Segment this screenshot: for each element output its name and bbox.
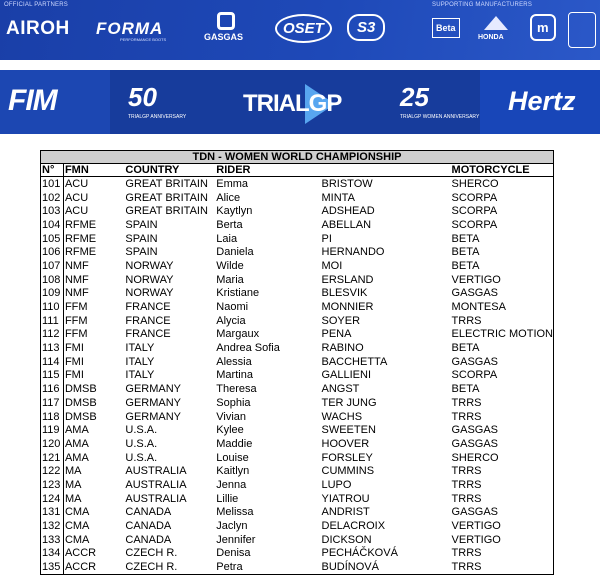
cell-first-name: Maddie — [216, 437, 253, 450]
cell-last-name: LUPO — [321, 478, 352, 491]
cell-first-name: Alessia — [216, 355, 252, 368]
cell-country: AUSTRALIA — [125, 478, 187, 491]
cell-last-name: BRISTOW — [321, 177, 373, 190]
cell-last-name: TER JUNG — [321, 396, 377, 409]
cell-last-name: HOOVER — [321, 437, 370, 450]
cell-country: U.S.A. — [125, 451, 158, 464]
cell-last-name: RABINO — [321, 342, 364, 355]
cell-country: GERMANY — [125, 383, 182, 396]
cell-number: 123 — [41, 478, 64, 492]
cell-first-name: Sophia — [216, 396, 251, 409]
table-row — [41, 355, 554, 369]
cell-fmn: ACU — [64, 191, 89, 204]
cell-number: 122 — [41, 464, 64, 478]
cell-first-name: Margaux — [216, 328, 260, 341]
cell-first-name: Kylee — [216, 424, 244, 437]
cell-fmn: MA — [64, 465, 82, 478]
cell-country: CZECH R. — [125, 561, 178, 574]
cell-number: 104 — [41, 218, 64, 232]
table-row — [41, 464, 554, 478]
table-row — [41, 506, 554, 520]
cell-number: 117 — [41, 396, 64, 410]
cell-country: GERMANY — [125, 396, 182, 409]
cell-motorcycle: SCORPA — [451, 205, 498, 218]
cell-fmn: DMSB — [64, 383, 97, 396]
cell-last-name: ANGST — [321, 383, 360, 396]
cell-country: ITALY — [125, 342, 155, 355]
cell-country: SPAIN — [125, 218, 158, 231]
airoh-logo: AIROH — [6, 18, 70, 39]
header-surname — [321, 164, 451, 177]
cell-country: CANADA — [125, 520, 172, 533]
cell-last-name: MINTA — [321, 191, 355, 204]
table-row — [41, 245, 554, 259]
header-number: N° — [41, 164, 64, 177]
table-row — [41, 300, 554, 314]
cell-fmn: FFM — [64, 328, 88, 341]
cell-motorcycle: VERTIGO — [451, 533, 501, 546]
cell-country: FRANCE — [125, 314, 171, 327]
header-rider: RIDER — [215, 164, 320, 177]
cell-motorcycle: ELECTRIC MOTION — [451, 328, 553, 341]
beta-logo: Beta — [432, 18, 460, 38]
cell-number: 134 — [41, 547, 64, 561]
cell-number: 106 — [41, 245, 64, 259]
sponsor-bar — [0, 0, 600, 60]
cell-country: GREAT BRITAIN — [125, 191, 208, 204]
cell-number: 115 — [41, 369, 64, 383]
cell-fmn: RFME — [64, 218, 97, 231]
cell-first-name: Theresa — [216, 383, 257, 396]
cell-first-name: Jennifer — [216, 533, 256, 546]
cell-country: NORWAY — [125, 273, 174, 286]
cell-number: 132 — [41, 519, 64, 533]
cell-last-name: YIATROU — [321, 492, 370, 505]
cell-last-name: FORSLEY — [321, 451, 373, 464]
table-row — [41, 492, 554, 506]
cell-country: GERMANY — [125, 410, 182, 423]
header-motorcycle: MOTORCYCLE — [451, 164, 554, 177]
cell-first-name: Emma — [216, 177, 249, 190]
cell-motorcycle: TRRS — [451, 314, 482, 327]
cell-number: 109 — [41, 287, 64, 301]
cell-fmn: NMF — [64, 273, 89, 286]
table-row — [41, 314, 554, 328]
table-row — [41, 519, 554, 533]
honda-wing-icon — [484, 16, 508, 30]
cell-last-name: ADSHEAD — [321, 205, 375, 218]
cell-country: CZECH R. — [125, 547, 178, 560]
table-row — [41, 328, 554, 342]
table-row — [41, 423, 554, 437]
cell-last-name: GALLIENI — [321, 369, 372, 382]
cell-country: NORWAY — [125, 287, 174, 300]
cell-first-name: Melissa — [216, 506, 254, 519]
cell-last-name: DICKSON — [321, 533, 372, 546]
table-row — [41, 382, 554, 396]
cell-first-name: Petra — [216, 561, 243, 574]
cell-fmn: ACCR — [64, 561, 97, 574]
cell-first-name: Wilde — [216, 259, 244, 272]
cell-last-name: BUDÍNOVÁ — [321, 561, 379, 574]
table-title: TDN - WOMEN WORLD CHAMPIONSHIP — [41, 151, 554, 164]
cell-last-name: PI — [321, 232, 332, 245]
cell-motorcycle: SCORPA — [451, 218, 498, 231]
cell-first-name: Berta — [216, 218, 243, 231]
cell-motorcycle: BETA — [451, 342, 480, 355]
cell-country: SPAIN — [125, 246, 158, 259]
cell-fmn: FMI — [64, 355, 84, 368]
cell-last-name: CUMMINS — [321, 465, 375, 478]
cell-number: 107 — [41, 259, 64, 273]
cell-first-name: Louise — [216, 451, 249, 464]
cell-country: AUSTRALIA — [125, 492, 187, 505]
gasgas-emblem-icon — [217, 12, 235, 30]
cell-last-name: WACHS — [321, 410, 363, 423]
cell-last-name: ANDRIST — [321, 506, 370, 519]
cell-motorcycle: VERTIGO — [451, 520, 501, 533]
cell-first-name: Alycia — [216, 314, 246, 327]
table-row — [41, 533, 554, 547]
cell-number: 114 — [41, 355, 64, 369]
table-row — [41, 369, 554, 383]
cell-last-name: PECHÁČKOVÁ — [321, 547, 398, 560]
cell-fmn: MA — [64, 478, 82, 491]
cell-motorcycle: TRRS — [451, 396, 482, 409]
cell-country: CANADA — [125, 533, 172, 546]
cell-fmn: AMA — [64, 451, 89, 464]
cell-motorcycle: TRRS — [451, 561, 482, 574]
cell-first-name: Denisa — [216, 547, 251, 560]
cell-first-name: Kristiane — [216, 287, 260, 300]
cell-fmn: DMSB — [64, 410, 97, 423]
trialgp-50-anniversary-label: TRIALGP ANNIVERSARY — [128, 114, 187, 120]
cell-fmn: AMA — [64, 437, 89, 450]
cell-country: U.S.A. — [125, 437, 158, 450]
hertz-logo: Hertz — [508, 86, 576, 116]
table-row — [41, 191, 554, 205]
table-row — [41, 560, 554, 574]
cell-last-name: BLESVIK — [321, 287, 368, 300]
table-row — [41, 478, 554, 492]
cell-motorcycle: SCORPA — [451, 191, 498, 204]
cell-fmn: MA — [64, 492, 82, 505]
header-country: COUNTRY — [124, 164, 215, 177]
cell-fmn: FMI — [64, 342, 84, 355]
table-row — [41, 259, 554, 273]
cell-first-name: Vivian — [216, 410, 247, 423]
cell-first-name: Lillie — [216, 492, 239, 505]
cell-country: AUSTRALIA — [125, 465, 187, 478]
cell-number: 108 — [41, 273, 64, 287]
cell-last-name: SWEETEN — [321, 424, 376, 437]
cell-fmn: NMF — [64, 287, 89, 300]
cell-number: 121 — [41, 451, 64, 465]
cell-first-name: Jaclyn — [216, 520, 248, 533]
cell-number: 110 — [41, 300, 64, 314]
table-row — [41, 177, 554, 191]
table-row — [41, 547, 554, 561]
cell-fmn: NMF — [64, 259, 89, 272]
cell-number: 120 — [41, 437, 64, 451]
table-row — [41, 437, 554, 451]
cell-motorcycle: SHERCO — [451, 451, 499, 464]
cell-motorcycle: TRRS — [451, 410, 482, 423]
trialgp-50-anniversary-logo: 50 — [128, 82, 157, 112]
cell-number: 119 — [41, 423, 64, 437]
cell-number: 103 — [41, 204, 64, 218]
cell-motorcycle: BETA — [451, 383, 480, 396]
cell-fmn: AMA — [64, 424, 89, 437]
table-row — [41, 396, 554, 410]
forma-logo: FORMA — [96, 19, 164, 38]
cell-number: 112 — [41, 328, 64, 342]
oset-logo: OSET — [275, 14, 332, 43]
s3-logo: S3 — [347, 14, 385, 41]
cell-motorcycle: BETA — [451, 232, 480, 245]
cell-fmn: ACCR — [64, 547, 97, 560]
cell-last-name: ABELLAN — [321, 218, 372, 231]
cell-country: GREAT BRITAIN — [125, 177, 208, 190]
cell-country: NORWAY — [125, 259, 174, 272]
cell-motorcycle: GASGAS — [451, 437, 499, 450]
cell-motorcycle: TRRS — [451, 465, 482, 478]
cell-number: 118 — [41, 410, 64, 424]
cell-first-name: Kaytlyn — [216, 205, 253, 218]
cell-first-name: Naomi — [216, 301, 249, 314]
women-25-anniversary-logo: 25 — [400, 82, 429, 112]
cell-first-name: Alice — [216, 191, 241, 204]
honda-logo: HONDA — [478, 34, 504, 41]
cell-fmn: CMA — [64, 506, 90, 519]
cell-country: FRANCE — [125, 328, 171, 341]
cell-motorcycle: GASGAS — [451, 355, 499, 368]
cell-fmn: ACU — [64, 177, 89, 190]
cell-country: ITALY — [125, 369, 155, 382]
table-row — [41, 218, 554, 232]
cell-fmn: RFME — [64, 246, 97, 259]
cell-fmn: FFM — [64, 301, 88, 314]
cell-first-name: Andrea Sofia — [216, 342, 280, 355]
cell-fmn: RFME — [64, 232, 97, 245]
table-row — [41, 451, 554, 465]
cell-first-name: Daniela — [216, 246, 254, 259]
cell-first-name: Jenna — [216, 478, 247, 491]
table-header-row — [41, 164, 554, 177]
cell-number: 133 — [41, 533, 64, 547]
manufacturer-badge-icon — [568, 12, 596, 48]
cell-motorcycle: VERTIGO — [451, 273, 501, 286]
cell-fmn: CMA — [64, 533, 90, 546]
cell-number: 113 — [41, 341, 64, 355]
cell-motorcycle: GASGAS — [451, 287, 499, 300]
cell-last-name: SOYER — [321, 314, 361, 327]
cell-first-name: Kaitlyn — [216, 465, 250, 478]
supporting-manufacturers-caption: SUPPORTING MANUFACTURERS — [432, 2, 533, 8]
entry-list-table — [40, 150, 554, 575]
cell-last-name: HERNANDO — [321, 246, 385, 259]
official-partners-caption: OFFICIAL PARTNERS — [4, 2, 68, 8]
cell-first-name: Maria — [216, 273, 244, 286]
trialgp-logo: TRIALGP — [243, 90, 342, 117]
cell-number: 135 — [41, 560, 64, 574]
table-row — [41, 287, 554, 301]
cell-country: ITALY — [125, 355, 155, 368]
cell-motorcycle: GASGAS — [451, 506, 499, 519]
cell-fmn: FMI — [64, 369, 84, 382]
cell-number: 105 — [41, 232, 64, 246]
cell-country: SPAIN — [125, 232, 158, 245]
cell-number: 116 — [41, 382, 64, 396]
cell-last-name: MONNIER — [321, 301, 374, 314]
cell-last-name: ERSLAND — [321, 273, 374, 286]
cell-fmn: ACU — [64, 205, 89, 218]
cell-motorcycle: SCORPA — [451, 369, 498, 382]
cell-fmn: CMA — [64, 520, 90, 533]
cell-number: 101 — [41, 177, 64, 191]
cell-motorcycle: TRRS — [451, 492, 482, 505]
cell-number: 111 — [41, 314, 64, 328]
cell-motorcycle: GASGAS — [451, 424, 499, 437]
table-row — [41, 410, 554, 424]
cell-first-name: Martina — [216, 369, 253, 382]
cell-last-name: MOI — [321, 259, 343, 272]
cell-number: 131 — [41, 506, 64, 520]
trialgp-banner — [0, 70, 600, 134]
women-25-anniversary-label: TRIALGP WOMEN ANNIVERSARY — [400, 114, 480, 120]
cell-country: FRANCE — [125, 301, 171, 314]
table-row — [41, 341, 554, 355]
fim-logo: FIM — [8, 84, 57, 117]
table-body — [41, 177, 554, 575]
cell-last-name: DELACROIX — [321, 520, 386, 533]
cell-motorcycle: BETA — [451, 246, 480, 259]
montesa-logo: m — [530, 14, 556, 41]
cell-motorcycle: TRRS — [451, 478, 482, 491]
cell-fmn: FFM — [64, 314, 88, 327]
gasgas-logo: GASGAS — [204, 32, 244, 42]
cell-first-name: Laia — [216, 232, 238, 245]
cell-last-name: PENA — [321, 328, 352, 341]
cell-number: 102 — [41, 191, 64, 205]
header-fmn: FMN — [63, 164, 124, 177]
cell-fmn: DMSB — [64, 396, 97, 409]
cell-number: 124 — [41, 492, 64, 506]
cell-motorcycle: SHERCO — [451, 177, 499, 190]
cell-country: U.S.A. — [125, 424, 158, 437]
cell-last-name: BACCHETTA — [321, 355, 388, 368]
cell-country: GREAT BRITAIN — [125, 205, 208, 218]
table-row — [41, 273, 554, 287]
cell-motorcycle: TRRS — [451, 547, 482, 560]
table-row — [41, 232, 554, 246]
cell-motorcycle: BETA — [451, 259, 480, 272]
table-row — [41, 204, 554, 218]
cell-country: CANADA — [125, 506, 172, 519]
cell-motorcycle: MONTESA — [451, 301, 506, 314]
forma-tagline: PERFORMANCE BOOTS — [120, 37, 167, 42]
